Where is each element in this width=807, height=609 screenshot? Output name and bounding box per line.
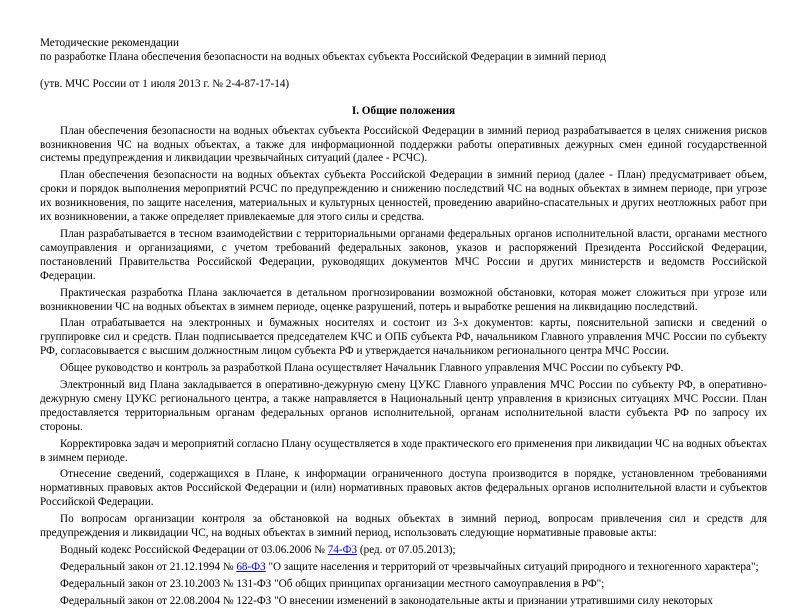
legal-act-item: Водный кодекс Российской Федерации от 03.06.2006 № 74-ФЗ (ред. от 07.05.2013); [60, 544, 456, 556]
paragraph: Корректировка задач и мероприятий согласно Плану осуществляется в ходе практического его применения при ликвидации ЧС на водных объектах в зимнем периоде. [40, 437, 767, 464]
law-link-74-fz[interactable]: 74-ФЗ [327, 544, 358, 556]
section-heading: I. Общие положения [351, 104, 456, 117]
document-type: Методические рекомендации [40, 37, 179, 49]
document-title: по разработке Плана обеспечения безопасности на водных объектах субъекта Российской Федерации в зимний период [40, 50, 606, 63]
paragraph: План отрабатывается на электронных и бумажных носителях и состоит из 3-х документов: карты, пояснительной записки и сведений о группировке сил и средств. План подписывается председателем КЧС и ОПБ субъекта РФ, начальником Главного управления МЧС России по субъекту РФ, согласовывается с высшим должностным лицом субъекта РФ и утверждается начальником регионального центра МЧС России. [40, 317, 767, 358]
legal-act-item: Федеральный закон от 23.10.2003 № 131-ФЗ "Об общих принципах организации местного самоуправления в РФ"; [60, 577, 605, 590]
approval-note: (утв. МЧС России от 1 июля 2013 г. № 2-4-87-17-14) [40, 77, 290, 90]
paragraph: Отнесение сведений, содержащихся в Плане, к информации ограниченного доступа производится в порядке, установленном требованиями нормативных правовых актов Российской Федерации и (или) нормативных правовых актов федеральных органов исполнительной власти и субъектов Российской Федерации. [40, 468, 767, 509]
law-link-68-fz[interactable]: 68-ФЗ [236, 560, 266, 573]
paragraph: План разрабатывается в тесном взаимодействии с территориальными органами федеральных органов исполнительной власти, органами местного самоуправления и организациями, с учетом требований федеральных законов, указов и распоряжений Президента Российской Федерации, постановлений Правительства Российской Федерации, руководящих документов МЧС России и других министерств и ведомств Российской Федерации. [40, 227, 767, 282]
paragraph: По вопросам организации контроля за обстановкой на водных объектах в зимний период, вопросам привлечения сил и средств для предупреждения и ликвидации ЧС, на водных объектах в зимний период, использовать следующие нормативные правовые акты: [40, 513, 767, 540]
legal-act-item: Федеральный закон от 22.08.2004 № 122-ФЗ "О внесении изменений в законодательные акты и признании утратившими силу некоторых [60, 594, 713, 607]
legal-act-item: Федеральный закон от 21.12.1994 № 68-ФЗ "О защите населения и территорий от чрезвычайных ситуаций природного и техногенного характера"; [60, 560, 759, 573]
paragraph: План обеспечения безопасности на водных объектах субъекта Российской Федерации в зимний период (далее - План) предусматривает объем, сроки и порядок выполнения мероприятий РСЧС по предупреждению и снижению последствий ЧС на водных объектах в зимнем периоде, при угрозе их возникновения, по защите населения, материальных и культурных ценностей, проведению аварийно-спасательных и других неотложных работ при их возникновении, а также определяет привлекаемые для этого силы и средства. [40, 169, 767, 224]
paragraph: Электронный вид Плана закладывается в оперативно-дежурную смену ЦУКС Главного управления МЧС России по субъекту РФ, в оперативно-дежурную смену ЦУКС регионального центра, а также направляется в Национальный центр управления в кризисных ситуациях МЧС России. План предоставляется территориальным органам федеральных органов исполнительной, органам исполнительной власти субъекта РФ по запросу их стороны. [40, 379, 767, 433]
paragraph: План обеспечения безопасности на водных объектах субъекта Российской Федерации в зимний период разрабатывается в целях снижения рисков возникновения ЧС на водных объектах, а также для информационной поддержки работы оперативных дежурных смен единой государственной системы предупреждения и ликвидации чрезвычайных ситуаций (далее - РСЧС). [40, 124, 767, 165]
paragraph: Практическая разработка Плана заключается в детальном прогнозировании возможной обстановки, которая может сложиться при угрозе или возникновении ЧС на водных объектах в зимнем периоде, оценке разрушений, потерь и выработке решения на ликвидацию последствий. [40, 286, 767, 313]
paragraph: Общее руководство и контроль за разработкой Плана осуществляет Начальник Главного управления МЧС России по субъекту РФ. [60, 362, 684, 375]
